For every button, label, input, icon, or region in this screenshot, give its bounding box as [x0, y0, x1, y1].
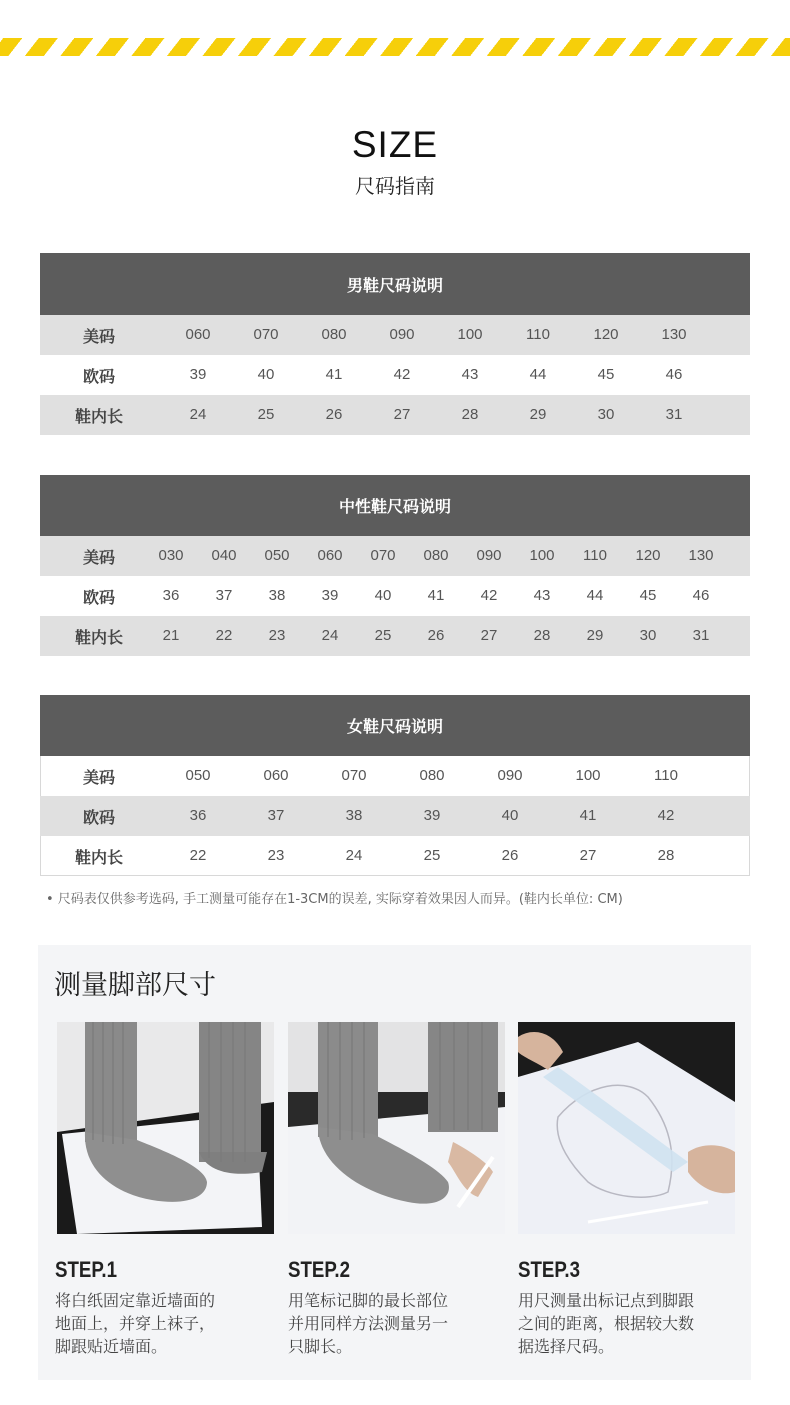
table-cell: 36: [162, 587, 180, 604]
table-cell: 28: [533, 627, 551, 644]
table-cell: 070: [341, 767, 367, 784]
table-title: 男鞋尺码说明: [40, 253, 750, 315]
table-cell: 27: [480, 627, 498, 644]
table-cell: 46: [665, 366, 683, 383]
table-cell: 22: [189, 847, 207, 864]
table-cell: 23: [268, 627, 286, 644]
step1-photo: [57, 1022, 274, 1234]
step3-line: 据选择尺码。: [518, 1337, 615, 1356]
row-label: 鞋内长: [74, 406, 123, 426]
table-cell: 42: [480, 587, 498, 604]
row-label: 欧码: [82, 366, 115, 386]
table-cell: 26: [325, 406, 343, 423]
step1-line: 地面上，并穿上袜子，: [55, 1314, 216, 1333]
table-cell: 090: [389, 326, 415, 343]
table-cell: 41: [325, 366, 343, 383]
table-cell: 050: [185, 767, 211, 784]
measure-section: [38, 945, 751, 1380]
row-label: 鞋内长: [74, 627, 123, 647]
table-cell: 38: [268, 587, 286, 604]
table-cell: 40: [501, 807, 519, 824]
step1-title: STEP.1: [55, 1257, 118, 1282]
table-cell: 44: [586, 587, 604, 604]
table-cell: 030: [158, 547, 184, 564]
table-cell: 42: [657, 807, 675, 824]
table-cell: 31: [692, 627, 710, 644]
table-cell: 110: [526, 326, 550, 343]
decorative-stripe: [0, 38, 790, 56]
table-cell: 070: [370, 547, 396, 564]
size-note: • 尺码表仅供参考选码, 手工测量可能存在1-3CM的误差, 实际穿着效果因人而异。(鞋内长单位: CM): [46, 892, 623, 907]
table-row-eu: [40, 576, 750, 616]
row-label: 欧码: [82, 587, 115, 607]
table-cell: 25: [423, 847, 441, 864]
table-cell: 39: [189, 366, 207, 383]
table-cell: 060: [185, 326, 211, 343]
table-cell: 100: [529, 547, 555, 564]
step2-description: [288, 1289, 488, 1358]
step1-line: 脚跟贴近墙面。: [55, 1337, 168, 1356]
unisex-size-table: [40, 475, 750, 656]
table-cell: 40: [257, 366, 275, 383]
table-row-inner-length: [40, 836, 750, 876]
table-cell: 110: [583, 547, 607, 564]
table-cell: 27: [393, 406, 411, 423]
table-cell: 22: [215, 627, 233, 644]
table-row-us: [40, 536, 750, 576]
mens-size-table: [40, 253, 750, 435]
table-cell: 28: [461, 406, 479, 423]
table-cell: 080: [419, 767, 445, 784]
step1-line: 将白纸固定靠近墙面的: [55, 1291, 216, 1310]
table-cell: 43: [461, 366, 479, 383]
measure-title: 测量脚部尺寸: [54, 970, 216, 1001]
table-cell: 40: [374, 587, 392, 604]
table-cell: 46: [692, 587, 710, 604]
page-subtitle: 尺码指南: [355, 174, 435, 198]
table-cell: 24: [345, 847, 363, 864]
table-cell: 43: [533, 587, 551, 604]
table-row-us: [40, 756, 750, 796]
table-row-eu: [40, 355, 750, 395]
table-cell: 27: [579, 847, 597, 864]
table-cell: 25: [374, 627, 392, 644]
step2-line: 用笔标记脚的最长部位: [288, 1291, 449, 1310]
womens-size-table: [40, 695, 750, 876]
table-cell: 060: [317, 547, 343, 564]
table-cell: 100: [457, 326, 483, 343]
step3-description: [518, 1289, 718, 1358]
table-cell: 050: [264, 547, 290, 564]
table-cell: 130: [688, 547, 714, 564]
table-row-inner-length: [40, 616, 750, 656]
table-cell: 44: [529, 366, 547, 383]
table-cell: 28: [657, 847, 675, 864]
step3-photo: [518, 1022, 735, 1234]
table-cell: 090: [476, 547, 502, 564]
table-cell: 39: [423, 807, 441, 824]
table-cell: 30: [639, 627, 657, 644]
table-cell: 060: [263, 767, 289, 784]
table-cell: 45: [639, 587, 657, 604]
step2-line: 只脚长。: [288, 1337, 353, 1356]
table-cell: 24: [189, 406, 207, 423]
step3-line: 之间的距离，根据较大数: [518, 1314, 695, 1333]
table-row-eu: [40, 796, 750, 836]
table-cell: 36: [189, 807, 207, 824]
table-cell: 24: [321, 627, 339, 644]
table-title: 女鞋尺码说明: [40, 695, 750, 756]
table-cell: 21: [162, 627, 180, 644]
table-cell: 100: [575, 767, 601, 784]
table-cell: 41: [579, 807, 597, 824]
table-cell: 110: [654, 767, 678, 784]
table-row-inner-length: [40, 395, 750, 435]
table-cell: 39: [321, 587, 339, 604]
table-cell: 23: [267, 847, 285, 864]
table-cell: 30: [597, 406, 615, 423]
table-cell: 31: [665, 406, 683, 423]
table-cell: 130: [661, 326, 687, 343]
table-cell: 37: [267, 807, 285, 824]
table-cell: 29: [586, 627, 604, 644]
step3-line: 用尺测量出标记点到脚跟: [518, 1291, 695, 1310]
row-label: 美码: [82, 547, 115, 567]
step2-photo: [288, 1022, 505, 1234]
table-cell: 29: [529, 406, 547, 423]
table-cell: 120: [593, 326, 619, 343]
step1-description: [55, 1289, 255, 1358]
step3-title: STEP.3: [518, 1257, 581, 1282]
table-title: 中性鞋尺码说明: [40, 475, 750, 536]
table-cell: 080: [423, 547, 449, 564]
table-cell: 37: [215, 587, 233, 604]
table-row-us: [40, 315, 750, 355]
step2-title: STEP.2: [288, 1257, 351, 1282]
table-cell: 45: [597, 366, 615, 383]
row-label: 欧码: [82, 807, 115, 827]
table-cell: 42: [393, 366, 411, 383]
table-cell: 41: [427, 587, 445, 604]
page-title: SIZE: [351, 124, 439, 165]
table-cell: 26: [427, 627, 445, 644]
step2-line: 并用同样方法测量另一: [288, 1314, 449, 1333]
table-cell: 26: [501, 847, 519, 864]
table-cell: 070: [253, 326, 279, 343]
table-cell: 38: [345, 807, 363, 824]
table-cell: 090: [497, 767, 523, 784]
table-cell: 25: [257, 406, 275, 423]
row-label: 美码: [82, 767, 115, 787]
table-cell: 080: [321, 326, 347, 343]
table-cell: 120: [635, 547, 661, 564]
row-label: 美码: [82, 326, 115, 346]
table-cell: 040: [211, 547, 237, 564]
row-label: 鞋内长: [74, 847, 123, 867]
